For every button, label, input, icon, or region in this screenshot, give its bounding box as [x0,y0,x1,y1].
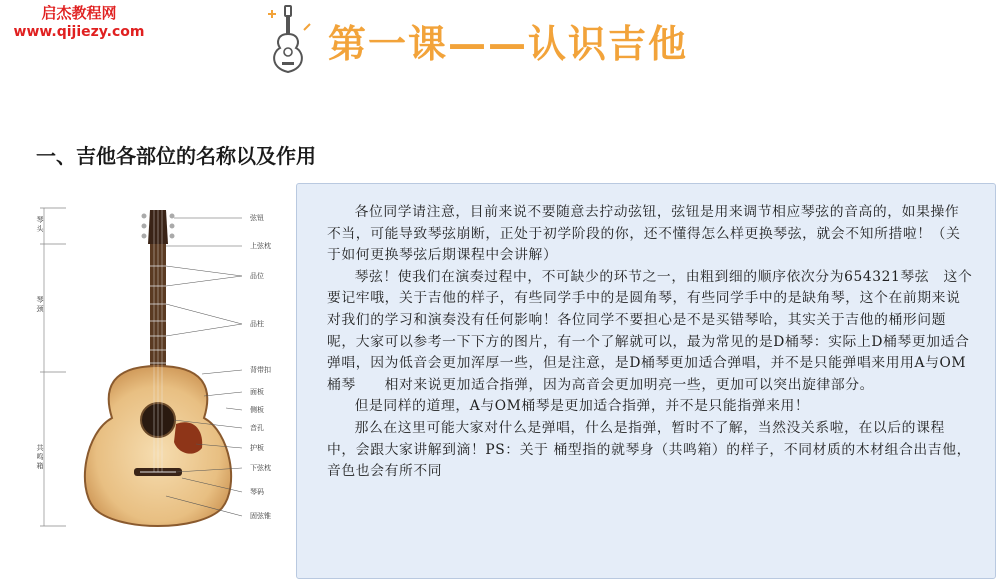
paragraph-a-om: 但是同样的道理，A与OM桶琴是更加适合指弹，并不是只能指弹来用！ [354,398,810,415]
label-tuning-peg: 弦钮 [250,214,264,222]
guitar-parts-diagram [36,196,292,532]
label-bridge-pin: 固弦锥 [250,512,271,520]
label-fret: 品柱 [250,320,264,328]
label-nut: 上弦枕 [250,242,271,250]
watermark-url: www.qijiezy.com [13,24,145,40]
label-body: 共鸣箱 [36,444,44,470]
watermark-name: 启杰教程网 [41,4,117,22]
label-saddle: 下弦枕 [250,464,271,472]
section-heading: 一、吉他各部位的名称以及作用 [36,144,316,168]
page-title: 第一课——认识吉他 [328,21,689,66]
label-sound-hole: 音孔 [250,424,264,432]
label-pickguard: 护板 [250,444,264,452]
label-side: 侧板 [250,406,264,414]
label-strap-button: 背带扣 [250,366,271,374]
paragraph-tuning-pegs: 各位同学请注意，目前来说不要随意去拧动弦钮，弦钮是用来调节相应琴弦的音高的，如果操作不当，可能导致琴弦崩断，正处于初学阶段的你，还不懂得怎么样更换琴弦，就会不知所措啦！（关于如何更换琴弦后期课程中会讲解） [327,204,961,264]
guitar-icon [262,4,314,76]
label-bridge: 琴码 [250,488,264,496]
paragraph-ps: 那么在这里可能大家对什么是弹唱，什么是指弹，暂时不了解，当然没关系啦，在以后的课程中，会跟大家讲解到滴！PS：关于 桶型指的就琴身（共鸣箱）的样子，不同材质的木材组合出吉他，音色也会有所不同 [327,419,971,480]
watermark [4,4,154,41]
label-fret-position: 品位 [250,272,264,280]
paragraph-strings: 琴弦！使我们在演奏过程中，不可缺少的环节之一，由粗到细的顺序依次分为654321琴弦 这个要记牢哦，关于吉他的样子，有些同学手中的是圆角琴，有些同学手中的是缺角琴，这个在前期来说对我们的学习和演奏没有任何影响！各位同学不要担心是不是买错琴哈，其实关于吉他的桶形问题呢，大家可以参考一下下方的图片，有一个了解就可以，最为常见的是D桶琴：实际上D桶琴更加适合弹唱，因为低音会更加浑厚一些，但是注意，是D桶琴更加适合弹唱，并不是只能弹唱来用用A与OM桶琴 相对来说更加适合指弹，因为高音会更加明亮一些，更加可以突出旋律部分。 [327,268,973,393]
label-neck: 琴颈 [36,296,44,313]
label-top: 面板 [250,388,264,396]
page-header [262,4,688,76]
notes-box [296,183,996,579]
label-headstock: 琴头 [36,216,44,233]
